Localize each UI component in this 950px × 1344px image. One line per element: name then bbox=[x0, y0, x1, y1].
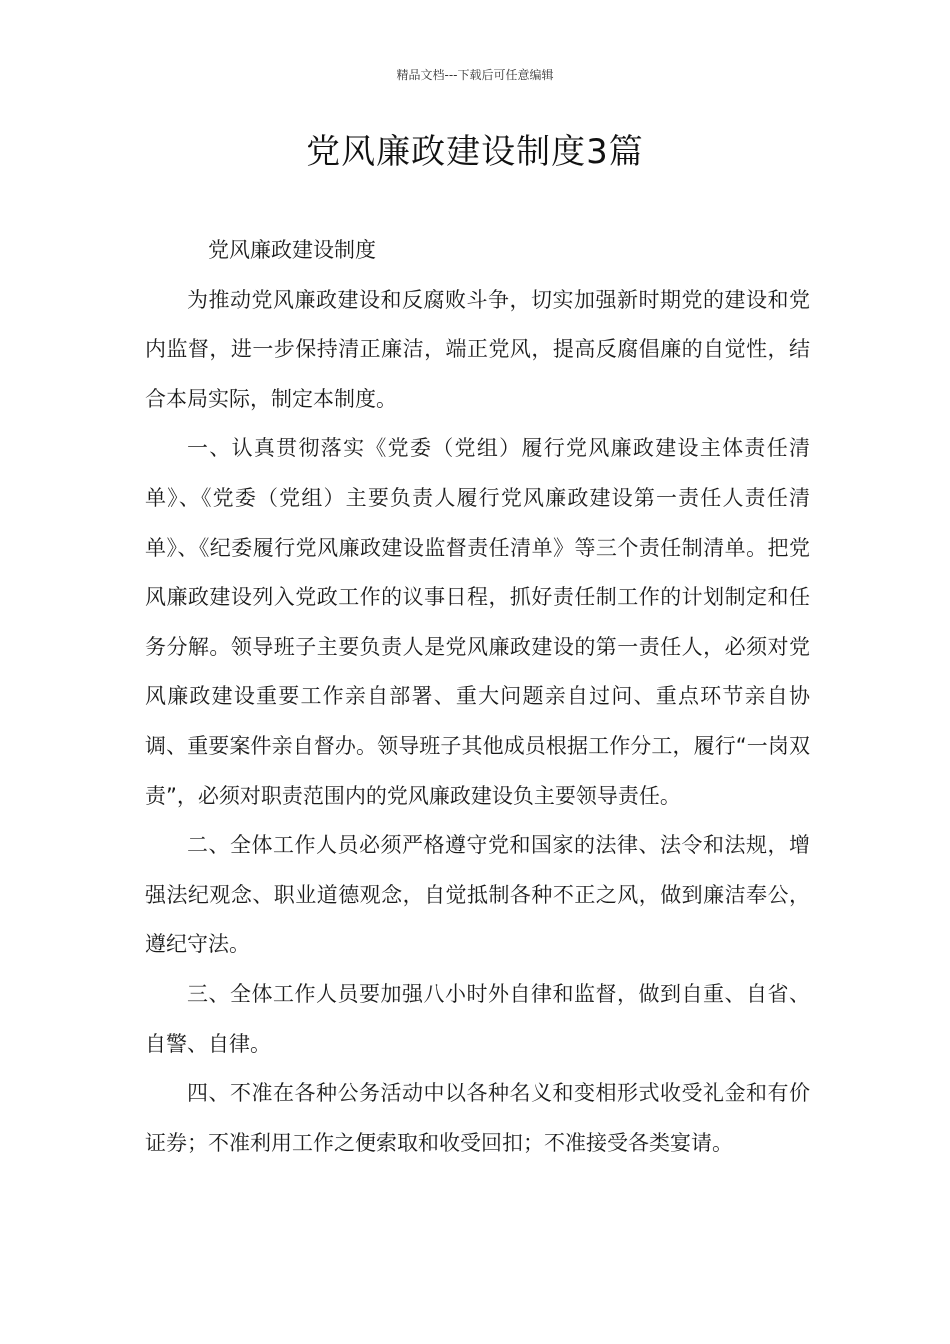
section-heading: 党风廉政建设制度 bbox=[208, 238, 376, 262]
paragraph-intro: 为推动党风廉政建设和反腐败斗争，切实加强新时期党的建设和党内监督，进一步保持清正廉洁，端正党风，提高反腐倡廉的自觉性，结合本局实际，制定本制度。 bbox=[145, 287, 810, 411]
document-body bbox=[145, 226, 810, 1168]
paragraph-item-4: 四、不准在各种公务活动中以各种名义和变相形式收受礼金和有价证券；不准利用工作之便索取和收受回扣；不准接受各类宴请。 bbox=[145, 1081, 810, 1155]
paragraph-item-3: 三、全体工作人员要加强八小时外自律和监督，做到自重、自省、自警、自律。 bbox=[145, 981, 810, 1056]
paragraph-item-1: 一、认真贯彻落实《党委（党组）履行党风廉政建设主体责任清单》、《党委（党组）主要负责人履行党风廉政建设第一责任人责任清单》、《纪委履行党风廉政建设监督责任清单》等三个责任制清单。把党风廉政建设列入党政工作的议事日程，抓好责任制工作的计划制定和任务分解。领导班子主要负责人是党风廉政建设的第一责任人，必须对党风廉政建设重要工作亲自部署、重大问题亲自过问、重点环节亲自协调、重要案件亲自督办。领导班子其他成员根据工作分工，履行“一岗双责”，必须对职责范围内的党风廉政建设负主要领导责任。 bbox=[145, 436, 810, 808]
header-note: 精品文档---下载后可任意编辑 bbox=[396, 68, 554, 82]
document-title: 党风廉政建设制度3篇 bbox=[306, 132, 644, 172]
paragraph-item-2: 二、全体工作人员必须严格遵守党和国家的法律、法令和法规，增强法纪观念、职业道德观念，自觉抵制各种不正之风，做到廉洁奉公，遵纪守法。 bbox=[145, 833, 810, 957]
